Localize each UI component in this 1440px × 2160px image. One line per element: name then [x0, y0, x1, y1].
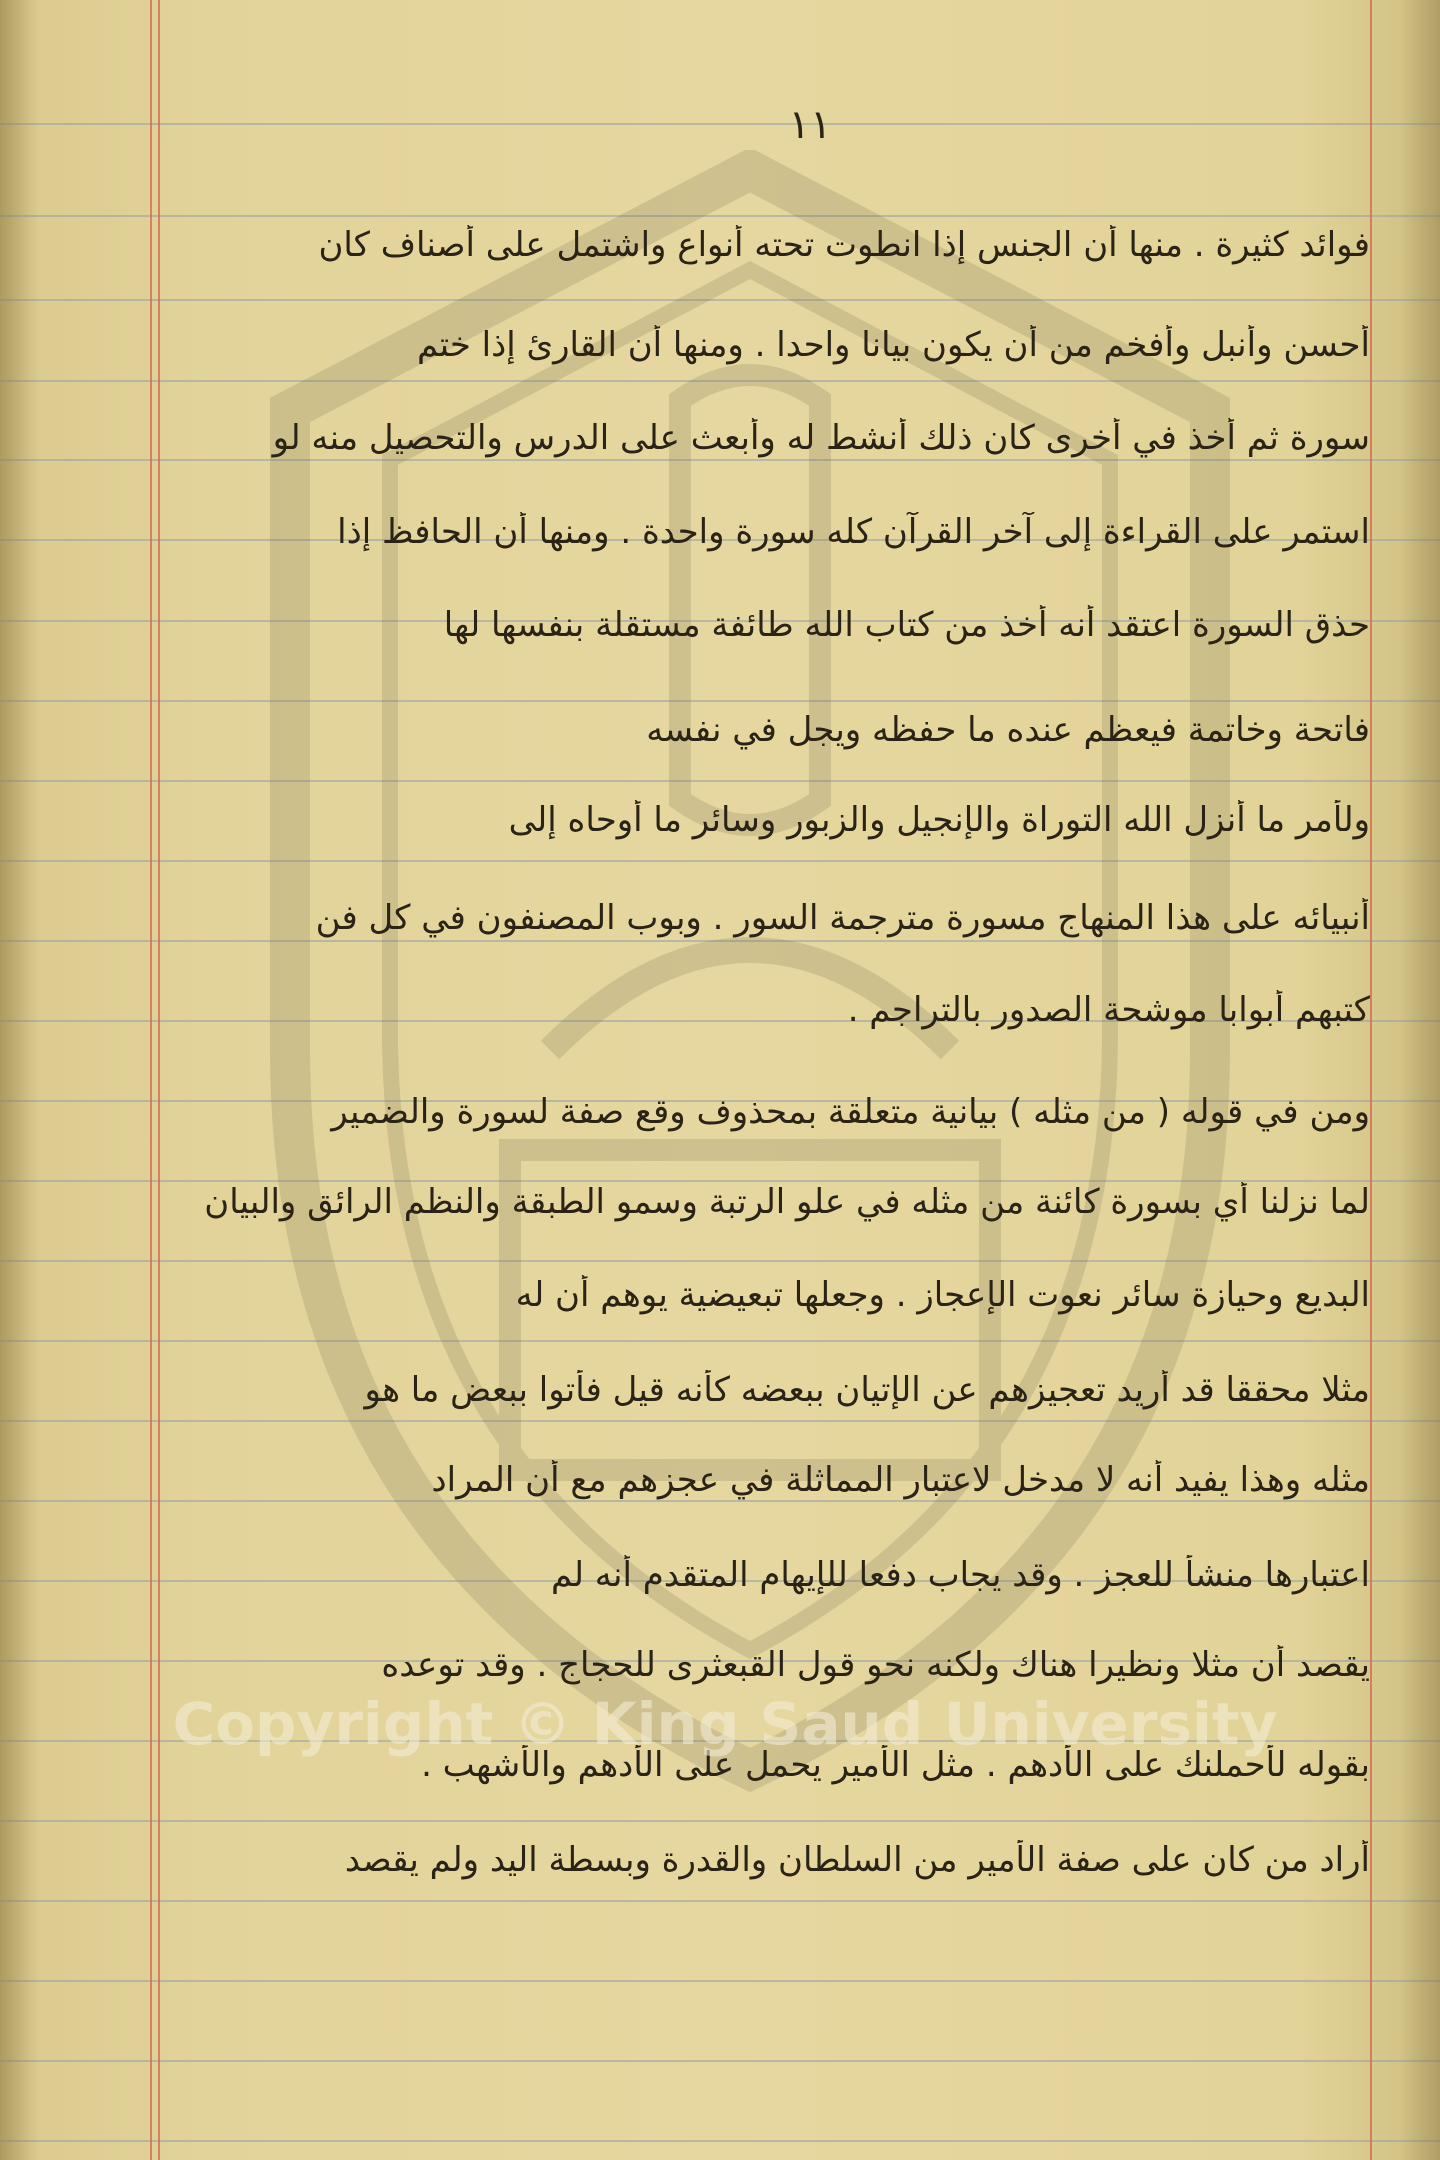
ruled-line [0, 2060, 1440, 2062]
copyright-watermark: Copyright © King Saud University [172, 1690, 1278, 1758]
text-line: بقوله لأحملنك على الأدهم . مثل الأمير يحمل على الأدهم والأشهب . [421, 1745, 1370, 1785]
ruled-line [0, 1900, 1440, 1902]
text-line: ومن في قوله ( من مثله ) بيانية متعلقة بمحذوف وقع صفة لسورة والضمير [331, 1092, 1370, 1132]
ruled-line [0, 1820, 1440, 1822]
text-line: كتبهم أبوابا موشحة الصدور بالتراجم . [847, 990, 1370, 1030]
text-line: أنبيائه على هذا المنهاج مسورة مترجمة السور . وبوب المصنفون في كل فن [315, 898, 1370, 938]
right-edge-shadow [1400, 0, 1440, 2160]
ruled-line [0, 1980, 1440, 1982]
text-line: أراد من كان على صفة الأمير من السلطان والقدرة وبسطة اليد ولم يقصد [344, 1840, 1370, 1880]
right-margin-line [1370, 0, 1372, 2160]
ruled-line [0, 2140, 1440, 2142]
text-line: البديع وحيازة سائر نعوت الإعجاز . وجعلها تبعيضية يوهم أن له [515, 1275, 1370, 1315]
text-line: يقصد أن مثلا ونظيرا هناك ولكنه نحو قول القبعثرى للحجاج . وقد توعده [381, 1645, 1370, 1685]
page-number: ١١ [788, 102, 832, 148]
left-margin-line [158, 0, 160, 2160]
text-line: لما نزلنا أي بسورة كائنة من مثله في علو الرتبة وسمو الطبقة والنظم الرائق والبيان [204, 1182, 1370, 1222]
text-line: مثله وهذا يفيد أنه لا مدخل لاعتبار المماثلة في عجزهم مع أن المراد [431, 1460, 1370, 1500]
text-line: فوائد كثيرة . منها أن الجنس إذا انطوت تحته أنواع واشتمل على أصناف كان [318, 225, 1370, 265]
text-line: مثلا محققا قد أريد تعجيزهم عن الإتيان ببعضه كأنه قيل فأتوا ببعض ما هو [364, 1370, 1370, 1410]
text-line: سورة ثم أخذ في أخرى كان ذلك أنشط له وأبعث على الدرس والتحصيل منه لو [272, 418, 1370, 458]
left-margin-line [150, 0, 152, 2160]
ruled-line [0, 123, 1440, 125]
university-emblem-watermark [250, 150, 1250, 1800]
text-line: حذق السورة اعتقد أنه أخذ من كتاب الله طائفة مستقلة بنفسها لها [443, 605, 1370, 645]
text-line: ولأمر ما أنزل الله التوراة والإنجيل والزبور وسائر ما أوحاه إلى [508, 800, 1370, 840]
left-edge-shadow [0, 0, 40, 2160]
text-line: اعتبارها منشأ للعجز . وقد يجاب دفعا للإيهام المتقدم أنه لم [550, 1555, 1370, 1595]
text-line: أحسن وأنبل وأفخم من أن يكون بيانا واحدا . ومنها أن القارئ إذا ختم [416, 325, 1370, 365]
text-line: استمر على القراءة إلى آخر القرآن كله سورة واحدة . ومنها أن الحافظ إذا [337, 512, 1370, 552]
text-line: فاتحة وخاتمة فيعظم عنده ما حفظه ويجل في نفسه [646, 710, 1370, 750]
